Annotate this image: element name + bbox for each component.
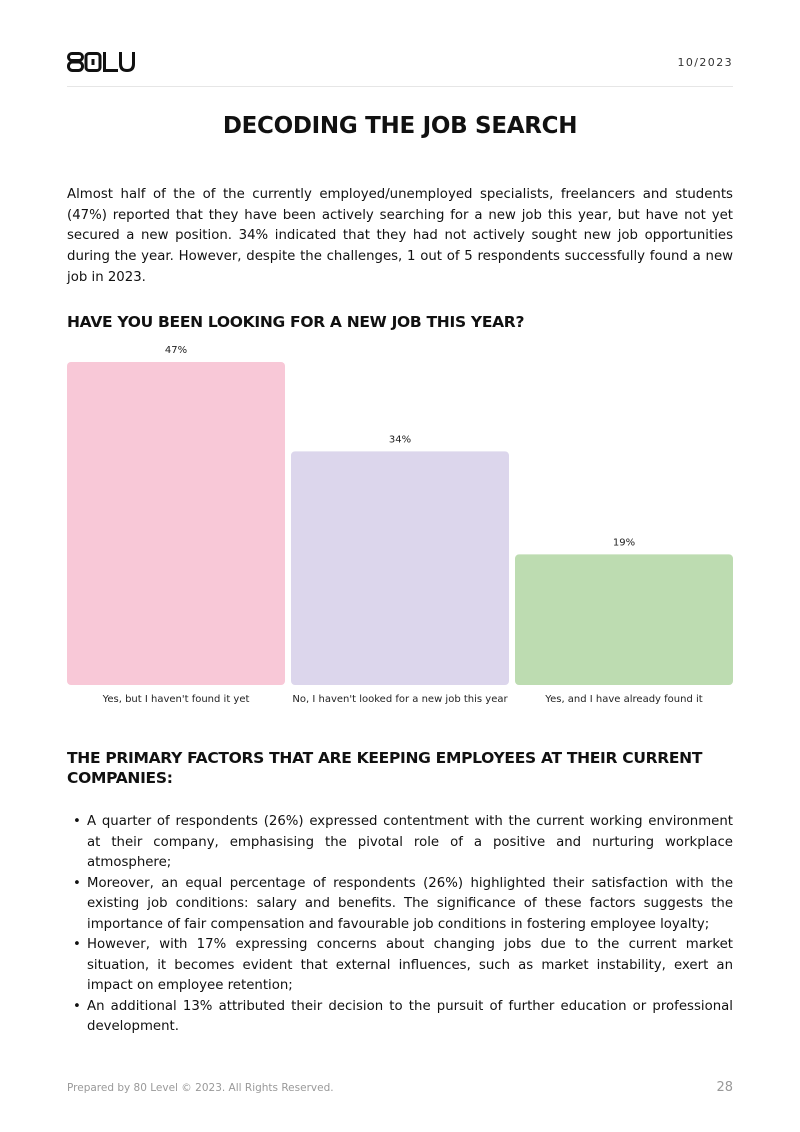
- bar-2: [291, 451, 509, 685]
- bar-3: [515, 554, 733, 685]
- factors-list: [67, 812, 733, 1038]
- category-label: Yes, and I have already found it: [545, 694, 703, 705]
- bar-1: [67, 362, 285, 685]
- report-date: 10/2023: [677, 56, 733, 69]
- list-item: • A quarter of respondents (26%) expressed contentment with the current working environment at their company, emphasising the pivotal role of a positive and nurturing workplace atmosphere;: [67, 812, 733, 874]
- list-item: • However, with 17% expressing concerns about changing jobs due to the current market situation, it becomes evident that external influences, such as market instability, exert an impact on employee retention;: [67, 935, 733, 997]
- bar-value-label: 47%: [164, 345, 188, 356]
- page-title: DECODING THE JOB SEARCH: [222, 113, 578, 139]
- chart-title: HAVE YOU BEEN LOOKING FOR A NEW JOB THIS YEAR?: [67, 313, 525, 331]
- bar-value-label: 34%: [388, 434, 412, 446]
- footer-copyright: Prepared by 80 Level © 2023. All Rights Reserved.: [67, 1082, 334, 1094]
- category-label: No, I haven't looked for a new job this year: [292, 694, 508, 705]
- page-number: 28: [716, 1080, 733, 1095]
- list-item: • Moreover, an equal percentage of respondents (26%) highlighted their satisfaction with the existing job conditions: salary and benefits. The significance of these factors suggests the importance of fair compensation and favourable job conditions in fostering employee loyalty;: [67, 874, 733, 936]
- category-label: Yes, but I haven't found it yet: [102, 694, 250, 705]
- list-item: • An additional 13% attributed their decision to the pursuit of further education or professional development.: [67, 997, 733, 1038]
- section-title: THE PRIMARY FACTORS THAT ARE KEEPING EMPLOYEES AT THEIR CURRENT COMPANIES:: [67, 749, 703, 787]
- intro-paragraph: Almost half of the of the currently employed/unemployed specialists, freelancers and students (47%) reported that they have been actively searching for a new job this year, but have not yet secured a new position. 34% indicated that they had not actively sought new job opportunities during the year. However, despite the challenges, 1 out of 5 respondents successfully found a new job in 2023.: [67, 187, 733, 285]
- bar-value-label: 19%: [612, 537, 636, 549]
